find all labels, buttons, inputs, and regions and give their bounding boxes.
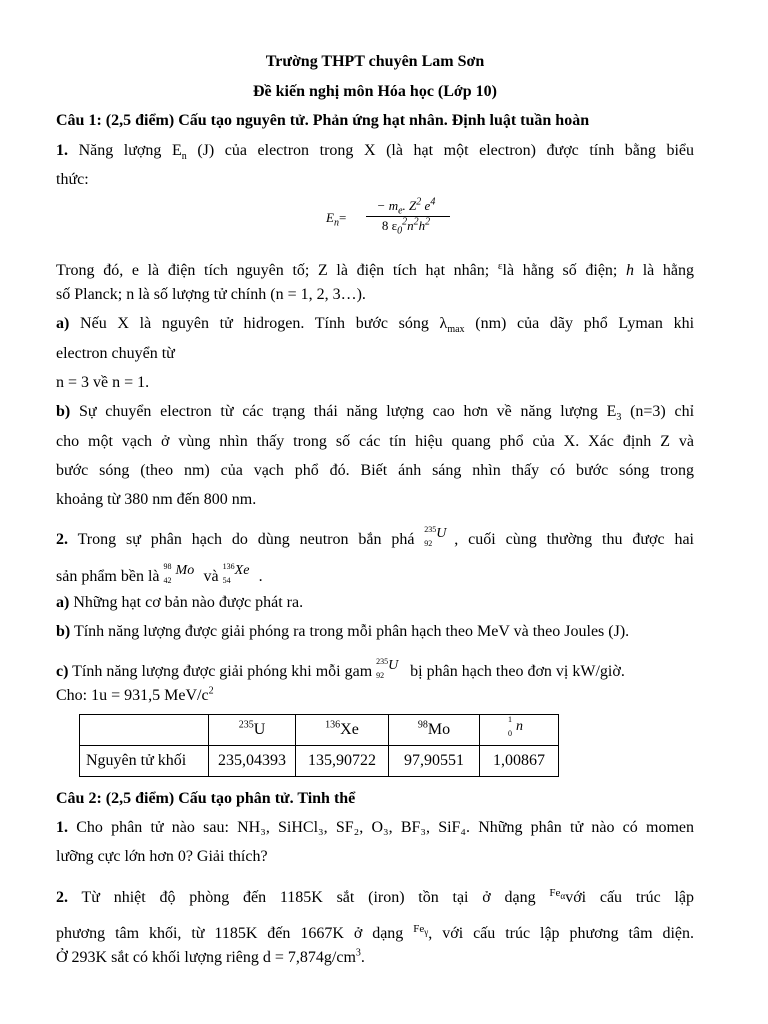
fraction-bar (366, 216, 450, 217)
text: Sự chuyển electron từ các trạng thái năng lượng cao hơn về năng lượng E (78, 403, 617, 420)
q1-p2a (56, 593, 694, 613)
header-mo98: $^{98}$Mo (389, 715, 480, 746)
q1-b-line4: khoảng từ 380 nm đến 800 nm. (56, 491, 257, 508)
q1-a-line3: n = 3 về n = 1. (56, 374, 150, 391)
text: là hằng số điện; (502, 262, 618, 279)
item-label: a) (56, 315, 70, 332)
text: với cấu trúc lập (565, 889, 695, 906)
row-label: Nguyên tử khối (80, 746, 209, 777)
school-heading: Trường THPT chuyên Lam Sơn (265, 53, 485, 70)
text: bị phân hạch theo đơn vị kW/giờ. (410, 663, 625, 680)
q1-p1-number: 1. (56, 142, 68, 159)
text: Tính năng lượng được giải phóng ra trong mỗi phân hạch theo MeV và theo Joules (J). (73, 623, 630, 640)
text: , cuối cùng thường thu được hai (454, 531, 694, 548)
q1-p2-line2 (56, 563, 694, 587)
text: Tính năng lượng được giải phóng khi mỗi gam (72, 663, 373, 680)
text: − m (376, 198, 399, 213)
superscript: 3 (355, 947, 361, 959)
q1-b-line3: bước sóng (theo nm) của vạch phổ đó. Biết ánh sáng nhìn thấy có bước sóng trong (56, 462, 694, 479)
q2-p2-line1 (56, 883, 694, 908)
item-label: b) (56, 403, 71, 420)
fe-gamma: Feγ (413, 923, 429, 938)
atomic-mass-table (79, 714, 559, 777)
exam-title: Đề kiến nghị môn Hóa học (Lớp 10) (253, 83, 497, 100)
q1-a-line1 (56, 314, 694, 334)
header-u235: $^{235}$U (209, 715, 296, 746)
q2-p1-line2: lưỡng cực lớn hơn 0? Giải thích? (56, 848, 268, 865)
table-header-row (80, 715, 559, 746)
item-label: c) (56, 663, 69, 680)
subscript: e (398, 205, 403, 217)
energy-formula (326, 196, 446, 242)
formula-denominator: 8 $\varepsilon_0^2n^2h^2$ (381, 216, 431, 237)
item-label: b) (56, 623, 71, 640)
text: , với cấu trúc lập phương tâm diện. (428, 925, 695, 942)
value-neutron: 1,00867 (480, 746, 559, 777)
q2-title: Câu 2: (2,5 điểm) Cấu tạo phân tử. Tinh thể (56, 790, 356, 807)
subscript: 0 (397, 225, 403, 237)
q2-p2-line3 (56, 948, 694, 968)
q1-p2c (56, 658, 694, 682)
text: . (360, 949, 365, 966)
formula-numerator: − $m_e$. $Z^2$ $e^4$ (376, 196, 436, 217)
given-constant (56, 686, 694, 706)
q1-p2b (56, 622, 694, 642)
formula-lhs: $E_n=$ (326, 210, 347, 229)
text: . Z (402, 198, 417, 213)
q2-p2-line2 (56, 919, 694, 944)
q1-b-line1 (56, 402, 694, 422)
q1-p1-line2: thức: (56, 171, 89, 188)
text: n (407, 218, 414, 233)
text: Từ nhiệt độ phòng đến 1185K sắt (iron) tồn tại ở dạng (81, 889, 536, 906)
text: E (326, 210, 334, 225)
text: Nếu X là nguyên tử hidrogen. Tính bước sóng λ (80, 315, 448, 332)
subscript: n (333, 217, 339, 229)
value-mo98: 97,90551 (389, 746, 480, 777)
table-row (80, 746, 559, 777)
text: (J) của electron trong X (là hạt một electron) được tính bằng biểu (197, 142, 695, 159)
q1-definitions-line1 (56, 256, 694, 281)
value-xe136: 135,90722 (296, 746, 389, 777)
superscript: 2 (208, 685, 214, 697)
isotope-u235: 235 92 U (376, 657, 399, 680)
q2-p1-line1 (56, 818, 694, 838)
isotope-xe136: 136 54 Xe (222, 562, 250, 585)
text: Cho: 1u = 931,5 MeV/c (56, 687, 209, 704)
text: và (203, 568, 219, 585)
text: Ở 293K sắt có khối lượng riêng d = 7,874g/cm (56, 949, 356, 966)
text: Cho phân tử nào sau: NH₃, SiHCl₃, SF₂, O₃, BF₃, SiF₄. Những phân tử nào có momen (76, 819, 695, 836)
header-neutron: 1 0 n (480, 715, 559, 746)
subscript: 3 (616, 412, 622, 424)
item-number: 2. (56, 889, 68, 906)
text: phương tâm khối, từ 1185K đến 1667K ở dạng (56, 925, 404, 942)
q1-title: Câu 1: (2,5 điểm) Cấu tạo nguyên tử. Phản ứng hạt nhân. Định luật tuần hoàn (56, 112, 590, 129)
text: 8 ε (381, 218, 398, 233)
q1-b-line2: cho một vạch ở vùng nhìn thấy trong số các tín hiệu quang phổ của X. Xác định Z và (56, 433, 694, 450)
text: Những hạt cơ bản nào được phát ra. (73, 594, 304, 611)
value-u235: 235,04393 (209, 746, 296, 777)
isotope-mo98: 98 42 Mo (163, 562, 195, 585)
text: . (258, 568, 263, 585)
item-number: 1. (56, 819, 68, 836)
fe-alpha: Feα (549, 887, 566, 902)
subscript: n (181, 151, 187, 163)
q1-p1-line1 (56, 141, 694, 161)
item-label: a) (56, 594, 70, 611)
q1-a-line2: electron chuyển từ (56, 345, 175, 362)
text: h (418, 218, 426, 233)
isotope-u235: 235 92 U (424, 525, 447, 548)
text: (n=3) chỉ (630, 403, 695, 420)
header-xe136: $^{136}$Xe (296, 715, 389, 746)
text: là hằng (642, 262, 695, 279)
text: Năng lượng E (78, 142, 182, 159)
subscript: max (447, 324, 465, 336)
text: Trong sự phân hạch do dùng neutron bắn phá (77, 531, 415, 548)
q1-p2-line1 (56, 526, 694, 550)
epsilon-symbol: ε (497, 260, 503, 272)
text: sản phẩm bền là (56, 568, 160, 585)
q1-definitions-line2: số Planck; n là số lượng tử chính (n = 1, 2, 3…). (56, 286, 366, 303)
item-number: 2. (56, 531, 68, 548)
text: Trong đó, e là điện tích nguyên tố; Z là điện tích hạt nhân; (56, 262, 490, 279)
planck-symbol: h (626, 262, 635, 279)
text: (nm) của dãy phổ Lyman khi (475, 315, 695, 332)
table-corner-cell (80, 715, 209, 746)
